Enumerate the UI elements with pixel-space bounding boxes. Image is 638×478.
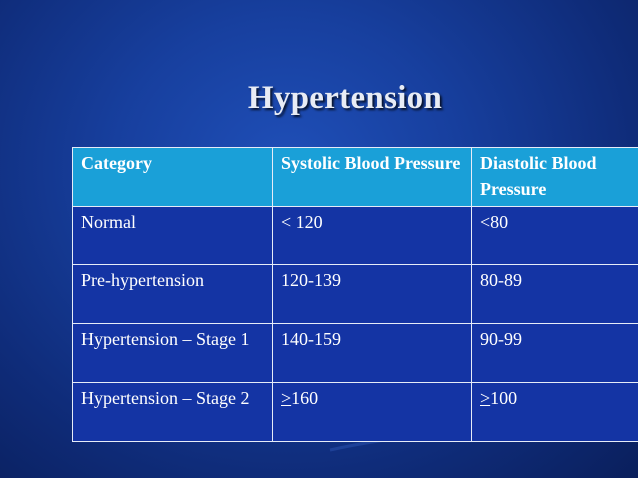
table-row bbox=[73, 383, 638, 442]
cell-systolic: 120-139 bbox=[273, 265, 472, 324]
cell-systolic: 140-159 bbox=[273, 324, 472, 383]
header-category: Category bbox=[73, 148, 273, 207]
table-header-row bbox=[73, 148, 638, 207]
header-diastolic: Diastolic Blood Pressure bbox=[472, 148, 638, 207]
diastolic-value: 100 bbox=[490, 388, 518, 408]
cell-diastolic bbox=[472, 383, 638, 442]
header-systolic: Systolic Blood Pressure bbox=[273, 148, 472, 207]
cell-category: Normal bbox=[73, 207, 273, 265]
cell-category: Pre-hypertension bbox=[73, 265, 273, 324]
cell-systolic: < 120 bbox=[273, 207, 472, 265]
table-row bbox=[73, 207, 638, 265]
cell-diastolic: 80-89 bbox=[472, 265, 638, 324]
systolic-value: 160 bbox=[291, 388, 319, 408]
blood-pressure-table bbox=[72, 147, 638, 442]
cell-category: Hypertension – Stage 1 bbox=[73, 324, 273, 383]
slide-title: Hypertension bbox=[247, 80, 443, 116]
cell-systolic bbox=[273, 383, 472, 442]
cell-diastolic: 90-99 bbox=[472, 324, 638, 383]
gte-symbol: > bbox=[480, 388, 491, 408]
gte-symbol: > bbox=[281, 388, 292, 408]
cell-diastolic: <80 bbox=[472, 207, 638, 265]
table-row bbox=[73, 265, 638, 324]
table-row bbox=[73, 324, 638, 383]
cell-category: Hypertension – Stage 2 bbox=[73, 383, 273, 442]
